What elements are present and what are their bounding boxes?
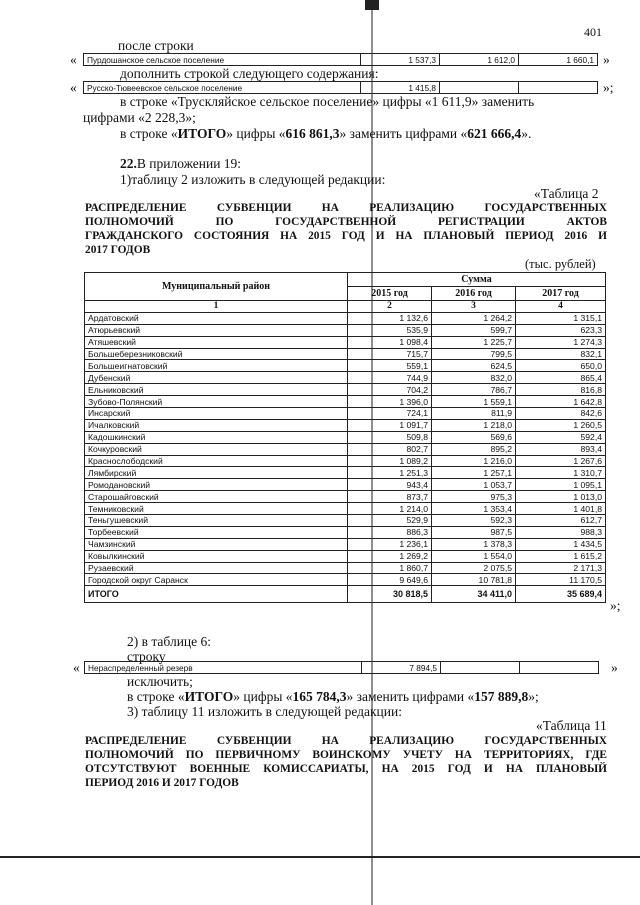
quote-open: « <box>73 660 80 675</box>
amount-cell: 886,3 <box>348 526 432 538</box>
district-name: Ельниковский <box>85 384 348 396</box>
amount-cell: 592,4 <box>516 431 606 443</box>
table-row <box>85 372 606 384</box>
old-value: 616 861,3 <box>285 126 340 141</box>
total-amount: 30 818,5 <box>348 586 432 603</box>
amount-cell: 744,9 <box>348 372 432 384</box>
amount-cell: 715,7 <box>348 348 432 360</box>
district-name: Зубово-Полянский <box>85 396 348 408</box>
amount-cell: 1 310,7 <box>516 467 606 479</box>
table-row <box>85 455 606 467</box>
paragraph-truskl-cont: цифрами «2 228,3»; <box>83 110 196 125</box>
amount-cell: 1 860,7 <box>348 562 432 574</box>
table-11-title-line-2: ПОЛНОМОЧИЙ ПО ПЕРВИЧНОМУ ВОИНСКОМУ УЧЕТУ НА ТЕРРИТОРИЯХ, ГДЕ <box>85 749 607 761</box>
text-fragment: » заменить цифрами « <box>346 689 475 704</box>
amount-cell: 1 236,1 <box>348 538 432 550</box>
row-empty-cell <box>519 82 598 94</box>
scan-mark <box>365 0 379 10</box>
amount-cell: 816,8 <box>516 384 606 396</box>
amount-cell: 895,2 <box>432 443 516 455</box>
table-row <box>85 348 606 360</box>
row-empty-cell <box>440 82 519 94</box>
amount-cell: 1 434,5 <box>516 538 606 550</box>
amount-cell: 873,7 <box>348 491 432 503</box>
new-value: 621 666,4 <box>467 126 522 141</box>
text-fragment: » цифры « <box>226 126 286 141</box>
district-name: Краснослободский <box>85 455 348 467</box>
amount-cell: 1 378,3 <box>432 538 516 550</box>
row-value: 1 415,8 <box>361 82 440 94</box>
row-value: 1 612,0 <box>440 54 519 66</box>
table-row <box>85 467 606 479</box>
table-row <box>85 562 606 574</box>
amount-cell: 612,7 <box>516 515 606 527</box>
row-value: 7 894,5 <box>362 662 441 674</box>
district-name: Чамзинский <box>85 538 348 550</box>
table-2-title-line-1: РАСПРЕДЕЛЕНИЕ СУБВЕНЦИИ НА РЕАЛИЗАЦИЮ ГОСУДАРСТВЕННЫХ <box>85 202 607 214</box>
amount-cell: 1 013,0 <box>516 491 606 503</box>
amount-cell: 569,6 <box>432 431 516 443</box>
col-header-year: 2017 год <box>516 287 606 301</box>
amount-cell: 1 260,5 <box>516 419 606 431</box>
table-row <box>85 538 606 550</box>
amount-cell: 1 264,2 <box>432 312 516 324</box>
paragraph-itogo-2 <box>127 689 539 705</box>
text-fragment: в строке « <box>127 689 185 704</box>
table-row <box>85 550 606 562</box>
table-row <box>85 324 606 336</box>
amount-cell: 1 095,1 <box>516 479 606 491</box>
total-row <box>85 586 606 603</box>
table-row <box>85 396 606 408</box>
district-name: Ардатовский <box>85 312 348 324</box>
amount-cell: 1 251,3 <box>348 467 432 479</box>
amount-cell: 842,6 <box>516 408 606 420</box>
amount-cell: 724,1 <box>348 408 432 420</box>
row-name: Пурдошанское сельское поселение <box>84 54 361 66</box>
amount-cell: 509,8 <box>348 431 432 443</box>
reserve-row-table <box>84 661 599 674</box>
table-row <box>85 408 606 420</box>
scan-bottom-rule <box>0 856 640 858</box>
amount-cell: 1 615,2 <box>516 550 606 562</box>
row-name: Нераспределенный резерв <box>85 662 362 674</box>
quote-close: » <box>611 660 618 675</box>
district-name: Дубенский <box>85 372 348 384</box>
row-name: Русско-Тювеевское сельское поселение <box>84 82 361 94</box>
section-text: В приложении 19: <box>136 156 242 171</box>
amount-cell: 975,3 <box>432 491 516 503</box>
total-label: ИТОГО <box>85 586 348 603</box>
amount-cell: 893,4 <box>516 443 606 455</box>
col-number: 2 <box>348 301 432 313</box>
amount-cell: 865,4 <box>516 372 606 384</box>
table-2-title-line-4: 2017 ГОДОВ <box>85 244 151 256</box>
amount-cell: 799,5 <box>432 348 516 360</box>
table-11-ref: «Таблица 11 <box>536 718 607 733</box>
text-fragment: »; <box>528 689 539 704</box>
table-row <box>85 526 606 538</box>
row-word: строку <box>127 649 166 664</box>
amount-cell: 987,5 <box>432 526 516 538</box>
quote-close: »; <box>603 80 614 95</box>
section-number: 22. <box>120 156 137 171</box>
page-number: 401 <box>584 25 602 39</box>
amount-cell: 559,1 <box>348 360 432 372</box>
table-row <box>85 360 606 372</box>
inserted-row-table-1 <box>83 53 598 66</box>
item-3-text: 3) таблицу 11 изложить в следующей редакции: <box>127 704 402 719</box>
quote-open: « <box>70 80 77 95</box>
table-row <box>85 431 606 443</box>
text-fragment: » цифры « <box>233 689 293 704</box>
amount-cell: 650,0 <box>516 360 606 372</box>
amount-cell: 1 642,8 <box>516 396 606 408</box>
table-close-quote: »; <box>610 598 621 613</box>
district-name: Ромодановский <box>85 479 348 491</box>
table-11-title-line-1: РАСПРЕДЕЛЕНИЕ СУБВЕНЦИИ НА РЕАЛИЗАЦИЮ ГОСУДАРСТВЕННЫХ <box>85 735 607 747</box>
district-name: Рузаевский <box>85 562 348 574</box>
paragraph-itogo-1 <box>120 126 531 142</box>
amount-cell: 704,2 <box>348 384 432 396</box>
amount-cell: 786,7 <box>432 384 516 396</box>
table-row <box>85 336 606 348</box>
itogo-label: ИТОГО <box>184 689 234 704</box>
section-heading <box>120 156 241 172</box>
amount-cell: 1 053,7 <box>432 479 516 491</box>
text-fragment: » заменить цифрами « <box>339 126 468 141</box>
row-empty-cell <box>441 662 520 674</box>
row-empty-cell <box>520 662 599 674</box>
exclude-text: исключить; <box>127 674 193 689</box>
amount-cell: 1 216,0 <box>432 455 516 467</box>
amount-cell: 943,4 <box>348 479 432 491</box>
table-row <box>85 312 606 324</box>
amount-cell: 599,7 <box>432 324 516 336</box>
amount-cell: 832,1 <box>516 348 606 360</box>
district-name: Ковылкинский <box>85 550 348 562</box>
amount-cell: 9 649,6 <box>348 574 432 586</box>
table-11-title-line-3: ОТСУТСТВУЮТ ВОЕННЫЕ КОМИССАРИАТЫ, НА 2015 ГОД И НА ПЛАНОВЫЙ <box>85 763 607 775</box>
table-row <box>85 491 606 503</box>
table-2-ref: «Таблица 2 <box>534 186 599 201</box>
district-name: Городской округ Саранск <box>85 574 348 586</box>
after-line-text: после строки <box>118 38 194 53</box>
district-name: Атюрьевский <box>85 324 348 336</box>
amount-cell: 1 269,2 <box>348 550 432 562</box>
col-number: 3 <box>432 301 516 313</box>
amount-cell: 1 257,1 <box>432 467 516 479</box>
district-name: Ичалковский <box>85 419 348 431</box>
table-row <box>85 443 606 455</box>
district-name: Кочкуровский <box>85 443 348 455</box>
itogo-label: ИТОГО <box>177 126 227 141</box>
amount-cell: 1 091,7 <box>348 419 432 431</box>
table-row <box>85 419 606 431</box>
item-1-text: 1)таблицу 2 изложить в следующей редакции: <box>120 172 386 187</box>
table-row <box>85 503 606 515</box>
subvention-table <box>84 272 606 603</box>
amount-cell: 811,9 <box>432 408 516 420</box>
amount-cell: 1 089,2 <box>348 455 432 467</box>
amount-cell: 1 132,6 <box>348 312 432 324</box>
text-fragment: ». <box>521 126 532 141</box>
table-2-title-line-3: ГРАЖДАНСКОГО СОСТОЯНИЯ НА 2015 ГОД И НА ПЛАНОВЫЙ ПЕРИОД 2016 И <box>85 230 607 242</box>
amount-cell: 1 353,4 <box>432 503 516 515</box>
amount-cell: 832,0 <box>432 372 516 384</box>
amount-cell: 1 554,0 <box>432 550 516 562</box>
col-number: 4 <box>516 301 606 313</box>
col-header-year: 2015 год <box>348 287 432 301</box>
amount-cell: 1 401,8 <box>516 503 606 515</box>
inserted-row-table-2 <box>83 81 598 94</box>
district-name: Старошайговский <box>85 491 348 503</box>
table-row <box>85 574 606 586</box>
col-number: 1 <box>85 301 348 313</box>
table-row <box>85 384 606 396</box>
item-2-text: 2) в таблице 6: <box>127 634 212 649</box>
quote-open: « <box>70 52 77 67</box>
table-row <box>85 479 606 491</box>
amount-cell: 535,9 <box>348 324 432 336</box>
amount-cell: 1 225,7 <box>432 336 516 348</box>
table-row <box>85 515 606 527</box>
district-name: Лямбирский <box>85 467 348 479</box>
district-name: Темниковский <box>85 503 348 515</box>
amount-cell: 624,5 <box>432 360 516 372</box>
district-name: Теньгушевский <box>85 515 348 527</box>
amount-cell: 2 171,3 <box>516 562 606 574</box>
row-value: 1 537,3 <box>361 54 440 66</box>
col-header-sum: Сумма <box>348 273 606 287</box>
district-name: Большеигнатовский <box>85 360 348 372</box>
col-header-district: Муниципальный район <box>85 273 348 301</box>
total-amount: 35 689,4 <box>516 586 606 603</box>
amount-cell: 1 559,1 <box>432 396 516 408</box>
district-name: Инсарский <box>85 408 348 420</box>
district-name: Атяшевский <box>85 336 348 348</box>
row-value: 1 660,1 <box>519 54 598 66</box>
amount-cell: 1 214,0 <box>348 503 432 515</box>
amount-cell: 592,3 <box>432 515 516 527</box>
amount-cell: 529,9 <box>348 515 432 527</box>
append-line-text: дополнить строкой следующего содержания: <box>120 66 379 81</box>
district-name: Кадошкинский <box>85 431 348 443</box>
amount-cell: 1 267,6 <box>516 455 606 467</box>
amount-cell: 1 218,0 <box>432 419 516 431</box>
units-label: (тыс. рублей) <box>525 257 596 271</box>
paragraph-truskl: в строке «Трускляйское сельское поселение» цифры «1 611,9» заменить <box>120 94 535 109</box>
district-name: Большеберезниковский <box>85 348 348 360</box>
amount-cell: 10 781,8 <box>432 574 516 586</box>
amount-cell: 11 170,5 <box>516 574 606 586</box>
amount-cell: 1 274,3 <box>516 336 606 348</box>
district-name: Торбеевский <box>85 526 348 538</box>
amount-cell: 1 315,1 <box>516 312 606 324</box>
table-2-title-line-2: ПОЛНОМОЧИЙ ПО ГОСУДАРСТВЕННОЙ РЕГИСТРАЦИИ АКТОВ <box>85 216 607 228</box>
text-fragment: в строке « <box>120 126 178 141</box>
amount-cell: 802,7 <box>348 443 432 455</box>
new-value: 157 889,8 <box>474 689 529 704</box>
amount-cell: 623,3 <box>516 324 606 336</box>
col-header-year: 2016 год <box>432 287 516 301</box>
table-11-title-line-4: ПЕРИОД 2016 И 2017 ГОДОВ <box>85 777 239 789</box>
amount-cell: 988,3 <box>516 526 606 538</box>
amount-cell: 2 075,5 <box>432 562 516 574</box>
quote-close: » <box>603 52 610 67</box>
total-amount: 34 411,0 <box>432 586 516 603</box>
amount-cell: 1 396,0 <box>348 396 432 408</box>
old-value: 165 784,3 <box>292 689 347 704</box>
amount-cell: 1 098,4 <box>348 336 432 348</box>
